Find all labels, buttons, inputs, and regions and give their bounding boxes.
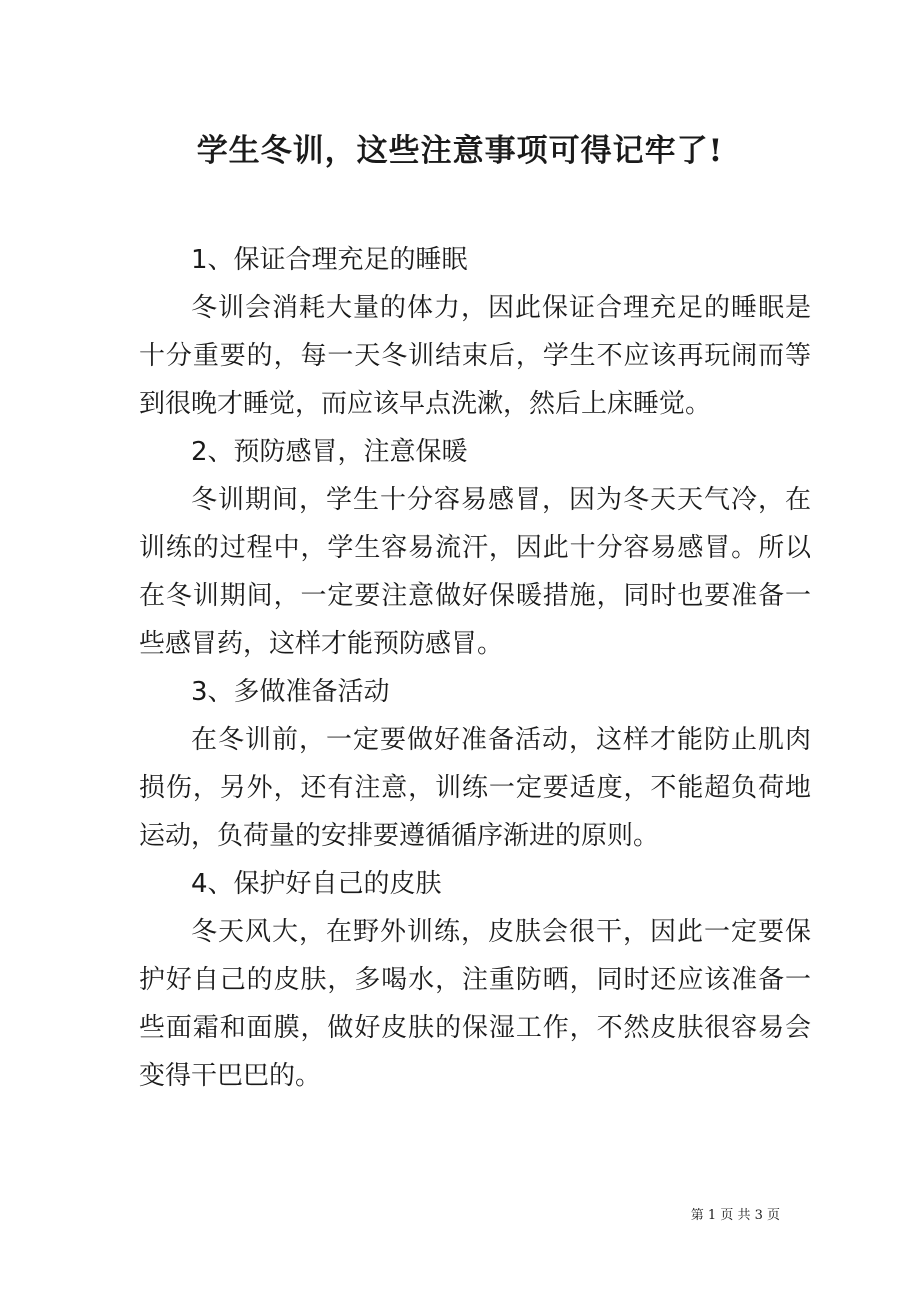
page-number-footer: 第 1 页 共 3 页 <box>690 1208 780 1223</box>
section-paragraph-4: 冬天风大，在野外训练，皮肤会很干，因此一定要保护好自己的皮肤，多喝水，注重防晒，同时还应该准备一些面霜和面膜，做好皮肤的保湿工作，不然皮肤很容易会变得干巴巴的。 <box>139 917 811 1091</box>
document-title: 学生冬训，这些注意事项可得记牢了! <box>196 133 724 169</box>
section-heading-1: 1、保证合理充足的睡眠 <box>191 245 468 275</box>
section-paragraph-1: 冬训会消耗大量的体力，因此保证合理充足的睡眠是十分重要的，每一天冬训结束后，学生不应该再玩闹而等到很晚才睡觉，而应该早点洗漱，然后上床睡觉。 <box>139 293 811 419</box>
section-heading-2: 2、预防感冒，注意保暖 <box>191 437 468 467</box>
document-body <box>139 236 811 1100</box>
section-paragraph-3: 在冬训前，一定要做好准备活动，这样才能防止肌肉损伤，另外，还有注意，训练一定要适度，不能超负荷地运动，负荷量的安排要遵循循序渐进的原则。 <box>139 725 811 851</box>
section-heading-3: 3、多做准备活动 <box>191 677 390 707</box>
section-paragraph-2: 冬训期间，学生十分容易感冒，因为冬天天气冷，在训练的过程中，学生容易流汗，因此十分容易感冒。所以在冬训期间，一定要注意做好保暖措施，同时也要准备一些感冒药，这样才能预防感冒。 <box>139 485 811 659</box>
section-heading-4: 4、保护好自己的皮肤 <box>191 869 442 899</box>
